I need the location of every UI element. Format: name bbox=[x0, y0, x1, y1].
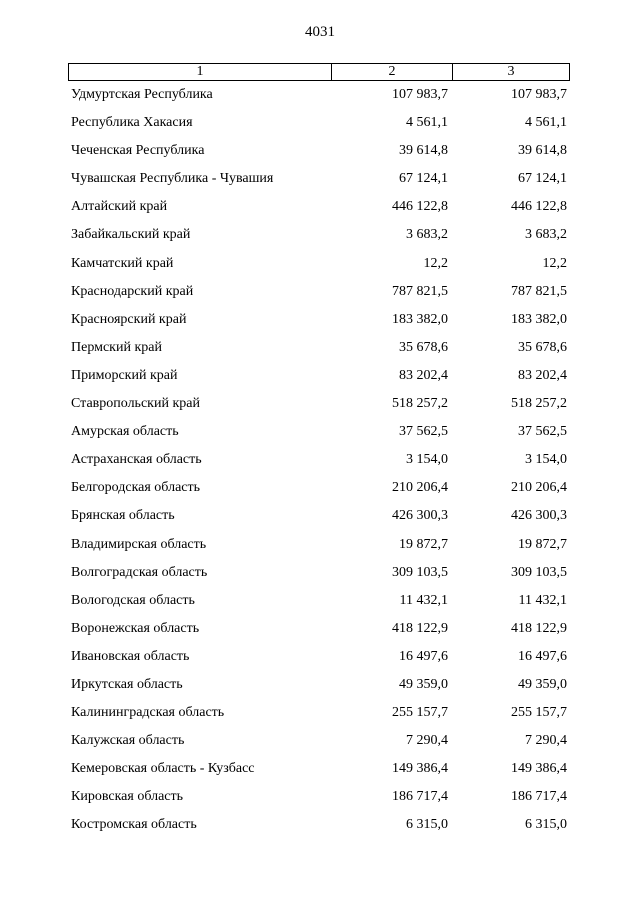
value-col-3: 787 821,5 bbox=[511, 283, 567, 299]
value-col-3: 19 872,7 bbox=[518, 536, 567, 552]
value-col-3: 309 103,5 bbox=[511, 564, 567, 580]
region-name: Камчатский край bbox=[71, 255, 174, 271]
value-col-2: 83 202,4 bbox=[399, 367, 448, 383]
table-row bbox=[0, 533, 640, 561]
region-name: Республика Хакасия bbox=[71, 115, 193, 131]
value-col-3: 11 432,1 bbox=[518, 592, 567, 608]
value-col-3: 3 683,2 bbox=[525, 227, 567, 243]
table-row bbox=[0, 139, 640, 167]
region-name: Брянская область bbox=[71, 508, 175, 524]
value-col-2: 39 614,8 bbox=[399, 143, 448, 159]
value-col-3: 6 315,0 bbox=[525, 817, 567, 833]
value-col-2: 309 103,5 bbox=[392, 564, 448, 580]
region-name: Алтайский край bbox=[71, 199, 168, 215]
region-name: Пермский край bbox=[71, 339, 162, 355]
value-col-3: 183 382,0 bbox=[511, 311, 567, 327]
table-row bbox=[0, 617, 640, 645]
table-row bbox=[0, 167, 640, 195]
table-row bbox=[0, 364, 640, 392]
region-name: Калужская область bbox=[71, 733, 185, 749]
value-col-2: 16 497,6 bbox=[399, 648, 448, 664]
value-col-3: 67 124,1 bbox=[518, 171, 567, 187]
region-name: Калининградская область bbox=[71, 705, 225, 721]
value-col-3: 107 983,7 bbox=[511, 87, 567, 102]
value-col-3: 418 122,9 bbox=[511, 620, 567, 636]
value-col-3: 186 717,4 bbox=[511, 789, 567, 805]
value-col-2: 210 206,4 bbox=[392, 480, 448, 496]
region-name: Ставропольский край bbox=[71, 396, 200, 412]
table-row bbox=[0, 645, 640, 673]
value-col-2: 3 154,0 bbox=[406, 452, 448, 468]
value-col-2: 107 983,7 bbox=[392, 87, 448, 102]
value-col-3: 3 154,0 bbox=[525, 452, 567, 468]
header-col-2: 2 bbox=[332, 64, 453, 80]
table-row bbox=[0, 280, 640, 308]
region-name: Чеченская Республика bbox=[71, 143, 205, 159]
region-name: Волгоградская область bbox=[71, 564, 208, 580]
table-row bbox=[0, 673, 640, 701]
value-col-3: 35 678,6 bbox=[518, 339, 567, 355]
table-row bbox=[0, 589, 640, 617]
value-col-2: 11 432,1 bbox=[399, 592, 448, 608]
page-number: 4031 bbox=[305, 24, 335, 40]
region-name: Кемеровская область - Кузбасс bbox=[71, 761, 255, 777]
table-row bbox=[0, 504, 640, 532]
table-row bbox=[0, 83, 640, 111]
table-row bbox=[0, 392, 640, 420]
region-name: Иркутская область bbox=[71, 676, 183, 692]
value-col-2: 426 300,3 bbox=[392, 508, 448, 524]
region-name: Удмуртская Республика bbox=[71, 87, 213, 102]
region-name: Кировская область bbox=[71, 789, 184, 805]
value-col-2: 4 561,1 bbox=[406, 115, 448, 131]
region-name: Амурская область bbox=[71, 424, 179, 440]
value-col-2: 6 315,0 bbox=[406, 817, 448, 833]
value-col-2: 446 122,8 bbox=[392, 199, 448, 215]
table-row bbox=[0, 561, 640, 589]
table-row bbox=[0, 336, 640, 364]
value-col-2: 7 290,4 bbox=[406, 733, 448, 749]
value-col-3: 518 257,2 bbox=[511, 396, 567, 412]
value-col-3: 446 122,8 bbox=[511, 199, 567, 215]
value-col-3: 4 561,1 bbox=[525, 115, 567, 131]
region-name: Приморский край bbox=[71, 367, 178, 383]
value-col-2: 149 386,4 bbox=[392, 761, 448, 777]
header-col-1: 1 bbox=[69, 64, 332, 80]
table-row bbox=[0, 195, 640, 223]
value-col-3: 49 359,0 bbox=[518, 676, 567, 692]
value-col-3: 83 202,4 bbox=[518, 367, 567, 383]
value-col-2: 255 157,7 bbox=[392, 705, 448, 721]
table-header bbox=[68, 63, 570, 81]
value-col-2: 37 562,5 bbox=[399, 424, 448, 440]
value-col-2: 418 122,9 bbox=[392, 620, 448, 636]
value-col-3: 12,2 bbox=[542, 255, 567, 271]
region-name: Краснодарский край bbox=[71, 283, 194, 299]
table-row bbox=[0, 252, 640, 280]
table-row bbox=[0, 729, 640, 757]
table-row bbox=[0, 223, 640, 251]
value-col-3: 210 206,4 bbox=[511, 480, 567, 496]
table-row bbox=[0, 757, 640, 785]
value-col-3: 37 562,5 bbox=[518, 424, 567, 440]
value-col-3: 149 386,4 bbox=[511, 761, 567, 777]
value-col-3: 16 497,6 bbox=[518, 648, 567, 664]
value-col-2: 12,2 bbox=[423, 255, 448, 271]
value-col-2: 49 359,0 bbox=[399, 676, 448, 692]
value-col-2: 787 821,5 bbox=[392, 283, 448, 299]
table-row bbox=[0, 448, 640, 476]
table-row bbox=[0, 420, 640, 448]
value-col-2: 186 717,4 bbox=[392, 789, 448, 805]
value-col-3: 255 157,7 bbox=[511, 705, 567, 721]
table-row bbox=[0, 813, 640, 841]
value-col-2: 3 683,2 bbox=[406, 227, 448, 243]
value-col-3: 7 290,4 bbox=[525, 733, 567, 749]
table-row bbox=[0, 701, 640, 729]
region-name: Воронежская область bbox=[71, 620, 200, 636]
region-name: Владимирская область bbox=[71, 536, 207, 552]
value-col-2: 67 124,1 bbox=[399, 171, 448, 187]
table-row bbox=[0, 785, 640, 813]
region-name: Красноярский край bbox=[71, 311, 187, 327]
value-col-2: 518 257,2 bbox=[392, 396, 448, 412]
header-col-3: 3 bbox=[507, 64, 515, 79]
region-name: Костромская область bbox=[71, 817, 197, 833]
region-name: Чувашская Республика - Чувашия bbox=[71, 171, 274, 187]
value-col-3: 426 300,3 bbox=[511, 508, 567, 524]
table-row bbox=[0, 476, 640, 504]
table-row bbox=[0, 111, 640, 139]
region-name: Белгородская область bbox=[71, 480, 201, 496]
table-row bbox=[0, 308, 640, 336]
region-name: Астраханская область bbox=[71, 452, 202, 468]
region-name: Забайкальский край bbox=[71, 227, 191, 243]
value-col-3: 39 614,8 bbox=[518, 143, 567, 159]
region-name: Ивановская область bbox=[71, 648, 190, 664]
value-col-2: 35 678,6 bbox=[399, 339, 448, 355]
table-body bbox=[0, 83, 640, 842]
value-col-2: 19 872,7 bbox=[399, 536, 448, 552]
region-name: Вологодская область bbox=[71, 592, 195, 608]
value-col-2: 183 382,0 bbox=[392, 311, 448, 327]
